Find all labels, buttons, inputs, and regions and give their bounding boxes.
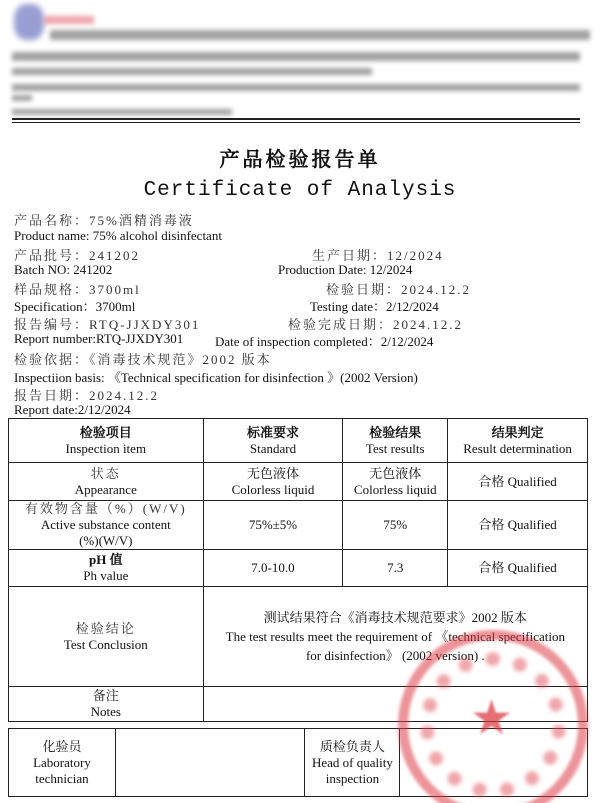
- report-no-zh: 报告编号：RTQ-JJXDY301: [14, 317, 201, 332]
- completed-date-zh: 检验完成日期：2024.12.2: [288, 317, 464, 332]
- completed-date-en: Date of inspection completed：2/12/2024: [215, 334, 434, 349]
- testing-date-zh: 检验日期：2024.12.2: [326, 282, 472, 297]
- product-name-en: Product name: 75% alcohol disinfectant: [14, 228, 222, 243]
- table-row: 状态 Appearance 无色液体 Colorless liquid 无色液体 Colorless liquid 合格 Qualified: [9, 463, 588, 501]
- lab-technician-label: 化验员 Laboratory technician: [9, 729, 116, 797]
- production-date-zh: 生产日期：12/2024: [312, 248, 444, 263]
- basis-zh: 检验依据：《消毒技术规范》2002 版本: [14, 352, 272, 367]
- report-date-zh: 报告日期：2024.12.2: [14, 388, 160, 403]
- header-cell: 检验结果 Test results: [343, 419, 448, 463]
- basis-en: Inspectiion basis: 《Technical specification for disinfection 》(2002 Version): [14, 370, 418, 385]
- testing-date-en: Testing date：2/12/2024: [310, 299, 439, 314]
- batch-zh: 产品批号：241202: [14, 248, 141, 263]
- title-zh: 产品检验报告单: [219, 149, 381, 171]
- spec-en: Specification：3700ml: [14, 299, 136, 314]
- report-date-en: Report date:2/12/2024: [14, 402, 131, 417]
- title-en: Certificate of Analysis: [143, 179, 457, 202]
- seal-star-icon: ★: [470, 692, 514, 745]
- letterhead-divider: [12, 118, 580, 123]
- table-row: 有效物含量（%）(W/V) Active substance content (%)(W/V) 75%±5% 75% 合格 Qualified: [9, 501, 588, 550]
- company-logo: [14, 4, 44, 40]
- table-row: pH 值 Ph value 7.0-10.0 7.3 合格 Qualified: [9, 550, 588, 587]
- head-of-quality-label: 质检负责人 Head of quality inspection: [305, 729, 400, 797]
- lab-technician-signature: [115, 729, 305, 797]
- header-cell: 检验项目 Inspection item: [9, 419, 204, 463]
- header-cell: 标准要求 Standard: [203, 419, 343, 463]
- table-header-row: [9, 419, 588, 463]
- report-no-en: Report number:RTQ-JJXDY301: [14, 331, 184, 346]
- header-cell: 结果判定 Result determination: [448, 419, 588, 463]
- spec-zh: 样品规格：3700ml: [14, 282, 141, 297]
- production-date-en: Production Date: 12/2024: [278, 262, 413, 277]
- product-name-zh: 产品名称：75%酒精消毒液: [14, 213, 194, 228]
- batch-en: Batch NO: 241202: [14, 262, 113, 277]
- conclusion-row: 检验结论 Test Conclusion 测试结果符合《消毒技术规范要求》2002 版本 The test results meet the requirement of 《technical specification for disinfection》 (2002 version) .: [9, 587, 588, 687]
- notes-row: 备注 Notes: [9, 687, 588, 722]
